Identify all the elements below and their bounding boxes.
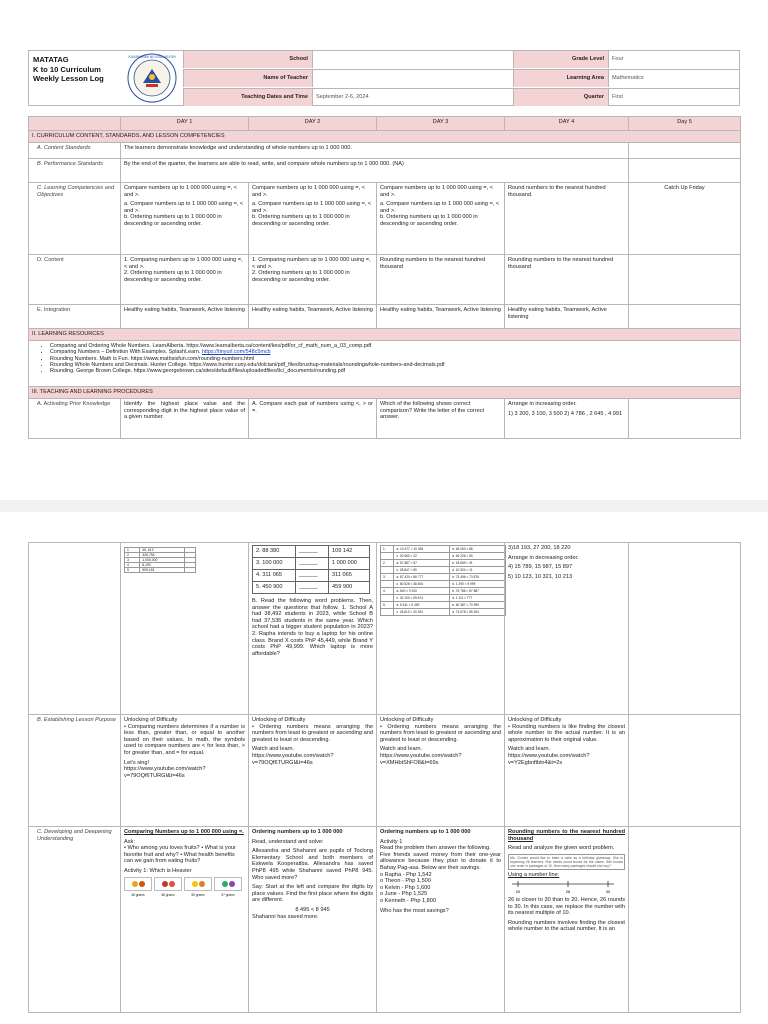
title-line-3: Weekly Lesson Log	[33, 74, 104, 83]
day-1-header: DAY 1	[121, 117, 249, 131]
lesson-table-continued	[28, 542, 741, 1013]
fruit-weight-labels: 48 grams 68 grams 55 grams 97 grams	[131, 892, 235, 897]
ordering-exercises-cell: 3)18 193, 27 200, 18 220 Arrange in decreasing order. 4) 15 789, 15 987, 15 897 5) 10 123, 10 321, 10 213	[505, 543, 629, 715]
empty-cell	[629, 159, 741, 183]
resource-item: • Rounding Numbers. Math is Fun. https://www.mathsisfun.com/rounding-numbers.html	[50, 356, 737, 362]
day-3-header: DAY 3	[377, 117, 505, 131]
lesson-table	[28, 116, 741, 439]
title-line-1: MATATAG	[33, 55, 69, 64]
content-standards-label: A. Content Standards	[29, 143, 121, 159]
svg-text:20: 20	[515, 889, 521, 895]
establishing-label: B. Establishing Lesson Purpose	[29, 715, 121, 827]
resource-item: • Comparing Numbers – Definition With Examples. SplashLearn. https://tinyurl.com/548c5mcb	[50, 349, 737, 355]
header-block	[28, 50, 740, 106]
fruit-image	[184, 877, 212, 891]
svg-text:KAGAWARAN NG EDUKASYON: KAGAWARAN NG EDUKASYON	[128, 55, 176, 59]
activating-day2: A. Compare each pair of numbers using <, > or =.	[249, 399, 377, 439]
learning-area-label: Learning Area	[513, 70, 609, 87]
empty-cell	[629, 543, 741, 715]
resource-item: • Rounding Whole Numbers and Decimals. Hunter College. https://www.hunter.cuny.edu/dolciani/pdf_files/brushup-materials/roundingwhole-numbers-and-decimals.pdf	[50, 362, 737, 368]
content-standards-text: The learners demonstrate knowledge and understanding of whole numbers up to 1 000 000.	[121, 143, 629, 159]
compare-pairs-table: 2. 88 380 ______ 109 142 3. 100 000 ______ 1 000 000 4. 311 065 ______ 311 065 5. 450 900 ______ 459 900	[252, 545, 370, 594]
catch-up-friday: Catch Up Friday	[629, 183, 741, 255]
content-day1: 1. Comparing numbers up to 1 000 000 using =, < and >. 2. Ordering numbers up to 1 000 000 in descending or ascending order.	[121, 255, 249, 305]
developing-row	[29, 827, 741, 1013]
integration-day1: Healthy eating habits, Teamwork, Active listening	[121, 305, 249, 329]
compare-pairs-cell	[249, 543, 377, 715]
competencies-row	[29, 183, 741, 255]
resource-item: • Rounding. George Brown College. https://www.georgebrown.ca/sites/default/files/uploadedfiles/tlc/_documents/rounding.pdf	[50, 368, 737, 374]
integration-day4: Healthy eating habits, Teamwork, Active listening	[505, 305, 629, 329]
number-line-diagram	[508, 878, 618, 894]
developing-label: C. Developing and Deepening Understanding	[29, 827, 121, 1013]
competencies-day3: Compare numbers up to 1 000 000 using =, < and >. a. Compare numbers up to 1 000 000 using =, < and >. b. Ordering numbers up to 1 000 000 in descending or ascending order.	[377, 183, 505, 255]
empty-cell	[629, 715, 741, 827]
content-day4: Rounding numbers to the nearest hundred thousand	[505, 255, 629, 305]
empty-cell	[629, 255, 741, 305]
svg-text:30: 30	[605, 889, 611, 895]
dates-label: Teaching Dates and Time	[183, 89, 313, 106]
competencies-day4: Round numbers to the nearest hundred thousand.	[505, 183, 629, 255]
comparison-options-cell	[377, 543, 505, 715]
day-4-header: DAY 4	[505, 117, 629, 131]
activating-day4: Arrange in increasing order. 1) 3 200, 3 100, 3 500 2) 4 786 , 2 645 , 4 991	[505, 399, 629, 439]
performance-standards-row	[29, 159, 741, 183]
empty-cell	[629, 143, 741, 159]
content-day2: 1. Comparing numbers up to 1 000 000 using =, < and >. 2. Ordering numbers up to 1 000 000 in descending or ascending order.	[249, 255, 377, 305]
fruit-image	[214, 877, 242, 891]
svg-text:26: 26	[565, 889, 571, 895]
lesson-log-page-2	[0, 512, 768, 1024]
empty-cell	[629, 399, 741, 439]
establishing-day3: Unlocking of Difficulty • Ordering numbers means arranging the numbers from least to greatest or ascending and greatest to least or descending. Watch and learn. https://www.youtube.com/watch?v=XMHbtShFO8&t=69s	[377, 715, 505, 827]
day-2-header: DAY 2	[249, 117, 377, 131]
activating-day1: Identify the highest place value and the corresponding digit in the highest place value of a given number.	[121, 399, 249, 439]
developing-day3: Ordering numbers up to 1 000 000 Activity 1 Read the problem then answer the following. Five friends saved money from their one-year allowance because they plan to donate it to Bahay Pag-asa. Below are their savings. o Rapha - Php 1,542 o Theon - Php 1,500 o Kelvin - Php 1,600 o June - Php 1,525 o Kenneth - Php 1,800 Who has the most savings?	[377, 827, 505, 1013]
integration-label: E. Integration	[29, 305, 121, 329]
integration-row	[29, 305, 741, 329]
empty-cell	[629, 305, 741, 329]
title-line-2: K to 10 Curriculum	[33, 64, 101, 74]
fruit-images	[124, 877, 245, 891]
empty-cell	[629, 827, 741, 1013]
empty-cell	[29, 543, 121, 715]
integration-day3: Healthy eating habits, Teamwork, Active listening	[377, 305, 505, 329]
establishing-day4: Unlocking of Difficulty • Rounding numbers is like finding the closest whole number to the actual number. It is an approximation to their original value. Watch and learn. https://www.youtube.com/watch?v=Y2Egbnftbln4&t=2s	[505, 715, 629, 827]
resource-item: • Comparing and Ordering Whole Numbers. LearnAlberta. https://www.learnalberta.ca/content/kes/pdf/or_cf_math_num_a_03_comp.pdf	[50, 343, 737, 349]
performance-standards-label: B. Performance Standards	[29, 159, 121, 183]
content-label: D. Content	[29, 255, 121, 305]
activating-label: A. Activating Prior Knowledge	[29, 399, 121, 439]
competencies-label: C. Learning Competencies and Objectives	[29, 183, 121, 255]
developing-day4: Rounding numbers to the nearest hundred thousand Read and analyze the given word problem. Ms. Gomez would like to bake a cake as a birthday giveaway. She is expecting 26 learners. She needs round boxes for the cakes. She knows one order is packages of 10. How many packages should she buy? Using a number line: 20 26 30 26 is closer to 30 than to 20. Hence, 26 rounds to 30. In this case, we replace the number with its nearest multiple of 10. Rounding numbers involves finding the closest whole number to the actual number. It is an	[505, 827, 629, 1013]
school-label: School	[183, 51, 313, 68]
section-2-header: II. LEARNING RESOURCES	[29, 329, 741, 341]
establishing-day1: Unlocking of Difficulty • Comparing numbers determines if a number is less than, greater than, or equal to another based on their values. In math, the symbols used to compare numbers are < for less than, > for greater than, and = for equal. Let's sing! https://www.youtube.com/watch?v=79OQf6TURGI&t=46s	[121, 715, 249, 827]
school-value	[313, 51, 513, 68]
activating-continued-row	[29, 543, 741, 715]
word-problems: B. Read the following word problems. Then, answer the questions that follow. 1. School A had 38,492 students in 2023, while School B had 37,536 students in the same year. Which school had a bigger student population in 2023? 2. Rapha intends to buy a laptop for his online class. Brand X costs PhP 45,449, while Brand Y costs PhP 49,999. Which laptop is more affordable?	[252, 598, 373, 657]
content-day3: Rounding numbers to the nearest hundred thousand	[377, 255, 505, 305]
place-value-table-cell	[121, 543, 249, 715]
content-row	[29, 255, 741, 305]
learning-area-value: Mathematics	[612, 75, 644, 81]
integration-day2: Healthy eating habits, Teamwork, Active listening	[249, 305, 377, 329]
word-problem-box: Ms. Gomez would like to bake a cake as a birthday giveaway. She is expecting 26 learners. She needs round boxes for the cakes. She knows one order is packages of 10. How many packages should she buy?	[510, 855, 623, 868]
corner-cell	[29, 117, 121, 131]
dates-value: September 2-6, 2024	[316, 94, 369, 100]
performance-standards-text: By the end of the quarter, the learners are able to read, write, and compare whole numbers up to 1 000 000. (NA)	[121, 159, 629, 183]
section-3-header: III. TEACHING AND LEARNING PROCEDURES	[29, 387, 741, 399]
developing-day1: Comparing Numbers up to 1 000 000 using =. Ask: • Who among you loves fruits? • What is your favorite fruit and why? • What health benefits can we gain from eating fruits? Activity 1: Which is Heavier 48 grams 68 grams 55 grams 97 grams	[121, 827, 249, 1013]
content-standards-row	[29, 143, 741, 159]
competencies-day2: Compare numbers up to 1 000 000 using =, < and >. a. Compare numbers up to 1 000 000 using =, < and >. b. Ordering numbers up to 1 000 000 in descending or ascending order.	[249, 183, 377, 255]
place-value-table: 1 45, 612 2 326,794 3 1,000,000 4 8,190 5 509,181	[124, 547, 196, 573]
establishing-row	[29, 715, 741, 827]
resources-row	[29, 341, 741, 387]
teacher-label: Name of Teacher	[183, 70, 313, 87]
teacher-value	[313, 70, 513, 87]
developing-day2: Ordering numbers up to 1 000 000 Read, understand and solve: Allesandra and Shahanni are pupils of Toclong Elementary School and both members of Eskwela Kooperatiba. Allesandra has saved PhP8 495 while Shahanni saved PhP8 945. Who saved more? Say: Start at the left and compare the digits by place values. Find the first place where the digits are different. 8 495 < 8 945 Shahanni has saved more.	[249, 827, 377, 1013]
fruit-image	[154, 877, 182, 891]
establishing-day2: Unlocking of Difficulty • Ordering numbers means arranging the numbers from least to greatest or ascending and greatest to least or descending. Watch and learn. https://www.youtube.com/watch?v=79OQf6TURGI&t=46s	[249, 715, 377, 827]
competencies-day1: Compare numbers up to 1 000 000 using =, < and >. a. Compare numbers up to 1 000 000 using =, < and >. b. Ordering numbers up to 1 000 000 in descending or ascending order.	[121, 183, 249, 255]
deped-seal-logo	[127, 53, 177, 103]
activating-day3: Which of the following shows correct comparison? Write the letter of the correct answer.	[377, 399, 505, 439]
grade-level-label: Grade Level	[513, 51, 609, 68]
fruit-image	[124, 877, 152, 891]
resources-cell	[29, 341, 741, 387]
comparison-options-table: 1. a. 10 477 > 10 326 b. 46 000 < 86 c. 20 960 > 22 d. 46 226 < 50 2. a. 57 887 < 57 b. 18 659 > 31 c. 28 847 < 80 d. 10 924 > 11 3. a. 87 420 < 86 777 b. 73 456 < 73 876 c. 60 526 < 38 406 d. 1 290 < 9 999 4. a. 540 < 9 100 b. 76 786 < 87 887 c. 32 100 < 59 874 d. 1 111 < 777 5. a. 6 511 < 5 490 b. 60 387 < 70 999 c. 26 810 < 20 320 d. 74 678 < 55 304	[380, 545, 506, 616]
document-title	[33, 55, 123, 84]
day-header-row	[29, 117, 741, 131]
grade-level-value: Four	[612, 56, 624, 62]
section-1-header: I. CURRICULUM CONTENT, STANDARDS, AND LESSON COMPETENCIES	[29, 131, 741, 143]
activating-row	[29, 399, 741, 439]
quarter-value: First	[612, 94, 623, 100]
quarter-label: Quarter	[513, 89, 609, 106]
resource-link[interactable]: https://tinyurl.com/548c5mcb	[201, 349, 271, 356]
day-5-header: Day 5	[629, 117, 741, 131]
